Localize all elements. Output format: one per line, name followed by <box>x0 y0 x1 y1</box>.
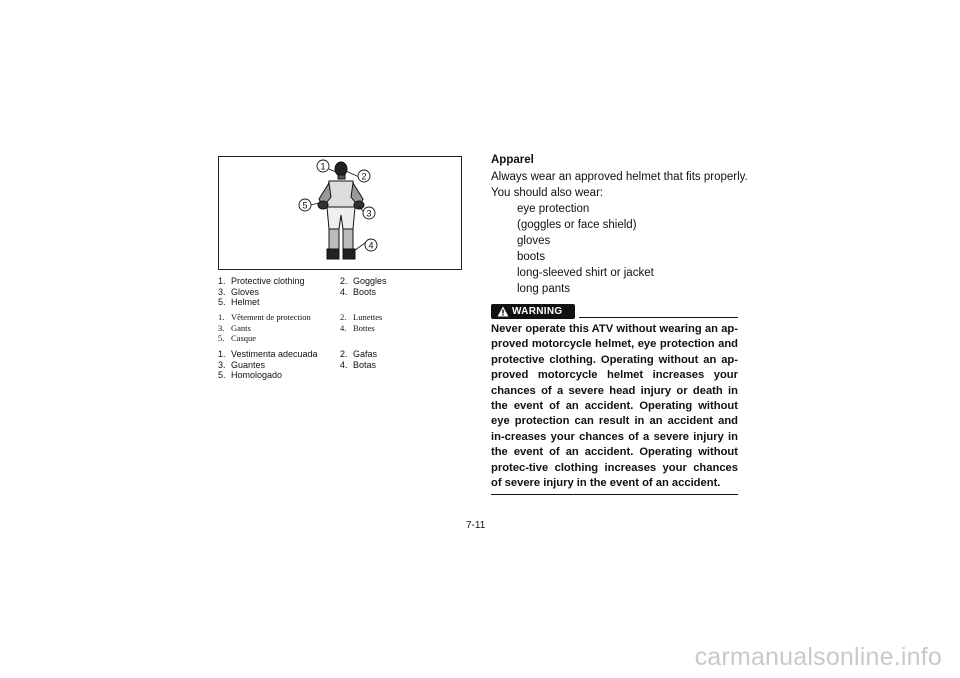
legend-row <box>218 323 468 334</box>
callout-2: 2 <box>361 171 367 182</box>
legend-number: 1. <box>218 276 226 286</box>
legend-label: Protective clothing <box>231 276 305 286</box>
legend-french <box>218 312 468 344</box>
warning-top-rule <box>579 317 738 318</box>
legend-number: 2. <box>340 349 348 359</box>
legend-number: 4. <box>340 359 348 370</box>
legend-label: Botas <box>353 359 377 370</box>
legend-label: Homologado <box>231 370 283 380</box>
legend-label: Helmet <box>231 297 260 307</box>
legend-label: Boots <box>353 286 377 297</box>
legend-number: 5. <box>218 297 226 307</box>
intro-helmet: Always wear an approved helmet that fits properly. <box>491 171 748 183</box>
list-item: eye protection <box>517 203 590 215</box>
warning-label-box <box>491 304 575 319</box>
legend-label: Gloves <box>231 286 260 297</box>
legend-label: Goggles <box>353 276 387 286</box>
legend-number: 4. <box>340 322 347 333</box>
list-item: long pants <box>517 283 571 295</box>
legend-row <box>218 276 468 287</box>
warning-triangle-icon <box>497 306 509 317</box>
legend-label: Casque <box>231 333 257 343</box>
warning-header <box>491 304 738 319</box>
callout-5: 5 <box>302 200 308 211</box>
legend-label: Gafas <box>353 349 378 359</box>
legend-row <box>218 349 468 360</box>
legend-number: 2. <box>340 276 348 286</box>
legend-row <box>218 333 468 344</box>
watermark: carmanualsonline.info <box>694 643 942 671</box>
legend-label: Bottes <box>353 322 375 333</box>
legend-number: 5. <box>218 370 226 380</box>
legend-number: 3. <box>218 286 226 297</box>
legend-number: 1. <box>218 312 225 322</box>
legend-number: 4. <box>340 286 348 297</box>
list-item: (goggles or face shield) <box>517 219 637 231</box>
apparel-illustration <box>218 156 462 270</box>
legend-number: 5. <box>218 333 225 343</box>
page-number: 7-11 <box>466 520 486 531</box>
section-heading: Apparel <box>491 154 534 166</box>
warning-label: WARNING <box>512 306 563 317</box>
legend-number: 2. <box>340 312 347 322</box>
warning-text: Never operate this ATV without wearing an ap-proved motorcycle helmet, eye protection and protective clothing. Operating without an ap-proved motorcycle helmet increases your chances of a severe head injury or death in the event of an accident. Operating without eye protection can result in an accident and in-creases your chances of a severe injury in the event of an accident. Operating without protec-tive clothing increases your chances of severe injury in the event of an accident. <box>491 322 738 495</box>
legend-english <box>218 276 468 308</box>
legend-number: 3. <box>218 359 226 370</box>
callout-1: 1 <box>320 161 326 172</box>
callout-4: 4 <box>368 240 374 251</box>
legend-row <box>218 312 468 323</box>
legend-spanish <box>218 349 468 381</box>
list-item: gloves <box>517 235 551 247</box>
legend-row <box>218 287 468 298</box>
list-item: boots <box>517 251 546 263</box>
legend-row <box>218 360 468 371</box>
legend-label: Vestimenta adecuada <box>231 349 318 359</box>
legend-label: Lunettes <box>353 312 383 322</box>
apparel-section <box>491 152 748 495</box>
list-item: long-sleeved shirt or jacket <box>517 267 654 279</box>
legend-number: 3. <box>218 322 225 333</box>
legend-label: Vêtement de protection <box>231 312 311 322</box>
legend-row <box>218 370 468 381</box>
legend-label: Gants <box>231 322 251 333</box>
rider-figure <box>219 157 463 271</box>
intro-also-wear: You should also wear: <box>491 187 604 199</box>
legend-number: 1. <box>218 349 226 359</box>
legend-row <box>218 297 468 308</box>
callout-3: 3 <box>366 208 372 219</box>
legend-label: Guantes <box>231 359 266 370</box>
